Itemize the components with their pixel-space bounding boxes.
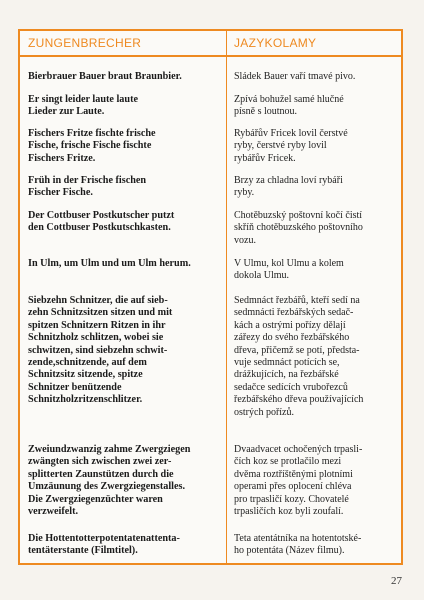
german-text: Er singt leider laute laute Lieder zur Laute. [28, 94, 138, 118]
header-czech: JAZYKOLAMY [234, 36, 317, 50]
german-text: Der Cottbuser Postkutscher putzt den Cottbuser Postkutschkasten. [28, 210, 175, 234]
german-text: Bierbrauer Bauer braut Braunbier. [28, 71, 182, 82]
german-text: Siebzehn Schnitzer, die auf sieb- zehn Schnitzsitzen sitzen und mit spitzen Schnitzern Ritzen in ihr Schnitzholz schlitzen, wobei sie schwitzen, sind siebzehn schwit- zende,schnitzende, auf dem Schnitzsitz sitzende, spitze Schnitzer benützende Schnitzholzritzenschlitzer. [28, 295, 173, 406]
czech-text: Rybářův Fricek lovil čerstvé ryby, čerstvé ryby lovil rybářův Fricek. [234, 128, 348, 164]
czech-text: Chotěbuzský poštovní kočí čistí skříň chotěbuzského poštovního vozu. [234, 210, 363, 246]
german-text: In Ulm, um Ulm und um Ulm herum. [28, 258, 191, 269]
german-text: Früh in der Frische fischen Fischer Fische. [28, 175, 147, 199]
czech-text: Dvaadvacet ochočených trpasli- čích koz se protlačilo mezi dvěma roztříštěnými plotními operami přes oplocení chléva pro trpasličí kozy. Chovatelé trpasličích koz byli zoufalí. [234, 444, 363, 518]
czech-text: Teta atentátníka na hotentotské- ho potentáta (Název filmu). [234, 533, 362, 557]
table-header [20, 31, 401, 57]
german-text: Fischers Fritze fischte frische Fische, frische Fische fischte Fischers Fritze. [28, 128, 156, 164]
czech-text: V Ulmu, kol Ulmu a kolem dokola Ulmu. [234, 258, 344, 282]
czech-text: Zpívá bohužel samé hlučné písně s loutnou. [234, 94, 344, 118]
czech-text: Brzy za chladna loví rybáři ryby. [234, 175, 343, 199]
column-divider [226, 31, 227, 563]
german-text: Zweiundzwanzig zahme Zwergziegen zwängten sich zwischen zwei zer- splitterten Zaunstützen durch die Umzäunung des Zwergziegenstalles. Die Zwergziegenzüchter waren verzweifelt. [28, 444, 191, 518]
german-text: Die Hottentotterpotentatenattenta- tentäterstante (Filmtitel). [28, 533, 180, 557]
czech-text: Sedmnáct řezbářů, kteří sedí na sedmnácti řezbářských sedač- kách a ostrými pořízy dělají zářezy do svého řezbářského dřeva, přičemž se potí, předsta- vuje sedmnáct potících se, drážkujících, na řezbářské sedačce sedících vrubořezců řezbářského dřeva používajících ostrých pořízů. [234, 295, 364, 418]
page-number: 27 [391, 575, 402, 587]
header-german: ZUNGENBRECHER [28, 36, 142, 50]
tongue-twister-table [18, 29, 403, 565]
czech-text: Sládek Bauer vaří tmavé pivo. [234, 71, 356, 82]
